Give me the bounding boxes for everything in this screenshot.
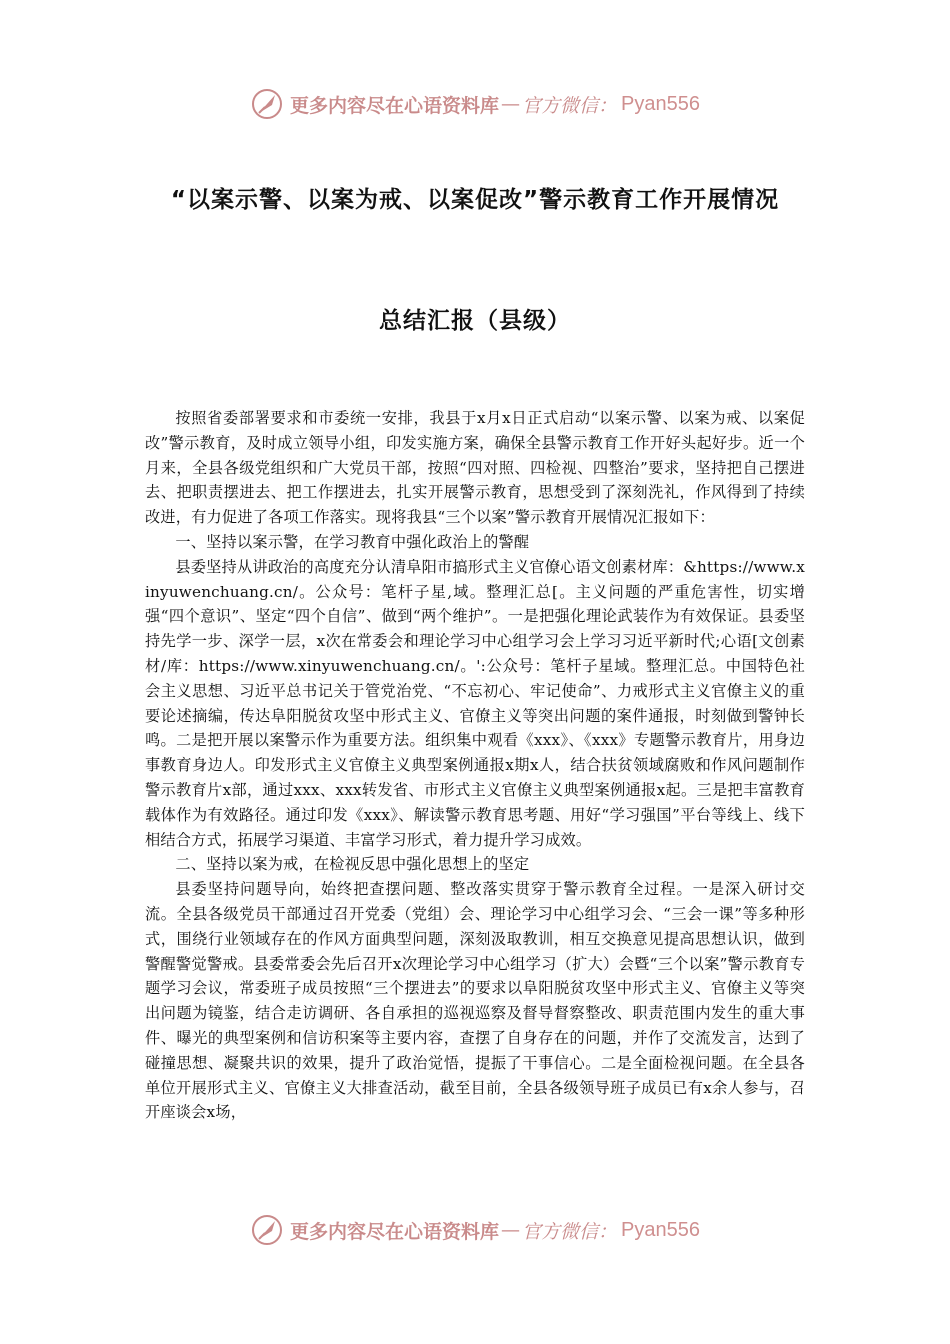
banner-wechat-id: Pyan556 — [621, 1218, 700, 1241]
quill-logo-icon — [250, 1213, 284, 1247]
banner-separator: — — [501, 93, 521, 115]
body-paragraph: 县委坚持从讲政治的高度充分认清阜阳市搞形式主义官僚心语文创素材库：&https://www.xinyuwenchuang.cn/。公众号：笔杆子星,域。整理汇总[。主义问题的严重危害性，切实增强“四个意识”、坚定“四个自信”、做到“两个维护”。一是把强化理论武装作为有效保证。县委坚持先学一步、深学一层，x次在常委会和理论学习中心组学习会上学习习近平新时代;心语[文创素材/库：https://www.xinyuwenchuang.cn/。':公众号：笔杆子星域。整理汇总。中国特色社会主义思想、习近平总书记关于管党治党、“不忘初心、牢记使命”、力戒形式主义官僚主义的重要论述摘编，传达阜阳脱贫攻坚中形式主义、官僚主义等突出问题的案件通报，时刻做到警钟长鸣。二是把开展以案警示作为重要方法。组织集中观看《xxx》、《xxx》专题警示教育片，用身边事教育身边人。印发形式主义官僚主义典型案例通报x期x人，结合扶贫领域腐败和作风问题制作警示教育片x部，通过xxx、xxx转发省、市形式主义官僚主义典型案例通报x起。三是把丰富教育载体作为有效路径。通过印发《xxx》、解读警示教育思考题、用好“学习强国”平台等线上、线下相结合方式，拓展学习渠道、丰富学习形式，着力提升学习成效。 — [145, 557, 805, 849]
document-body — [145, 406, 805, 1125]
banner-wechat-id: Pyan556 — [621, 92, 700, 115]
banner-main-text: 更多内容尽在心语资料库 — [290, 1220, 500, 1243]
body-paragraph: 县委坚持问题导向，始终把查摆问题、整改落实贯穿于警示教育全过程。一是深入研讨交流。全县各级党员干部通过召开党委（党组）会、理论学习中心组学习会、“三会一课”等多种形式，围绕行业领域存在的作风方面典型问题，深刻汲取教训，相互交换意见提高思想认识，做到警醒警觉警戒。县委常委会先后召开x次理论学习中心组学习（扩大）会暨“三个以案”警示教育专题学习会议，常委班子成员按照“三个摆进去”的要求以阜阳脱贫攻坚中形式主义、官僚主义等突出问题为镜鉴，结合走访调研、各自承担的巡视巡察及督导督察整改、职责范围内发生的重大事件、曝光的典型案例和信访积案等主要内容，查摆了自身存在的问题，并作了交流发言，达到了碰撞思想、凝聚共识的效果，提升了政治觉悟，提振了干事信心。二是全面检视问题。在全县各单位开展形式主义、官僚主义大排查活动，截至目前，全县各级领导班子成员已有x余人参与，召开座谈会x场， — [145, 880, 805, 1122]
banner-wechat-label: 官方微信： — [522, 94, 618, 117]
section-heading: 一、坚持以案示警，在学习教育中强化政治上的警醒 — [175, 532, 530, 551]
header-watermark-banner — [0, 84, 950, 124]
banner-wechat-label: 官方微信： — [522, 1220, 618, 1243]
document-subtitle: 总结汇报（县级） — [379, 308, 571, 334]
banner-main-text: 更多内容尽在心语资料库 — [290, 94, 500, 117]
quill-logo-icon — [250, 87, 284, 121]
banner-separator: — — [501, 1219, 521, 1241]
body-paragraph: 按照省委部署要求和市委统一安排，我县于x月x日正式启动“以案示警、以案为戒、以案促改”警示教育，及时成立领导小组，印发实施方案，确保全县警示教育工作开好头起好步。近一个月来，全县各级党组织和广大党员干部，按照“四对照、四检视、四整治”要求，坚持把自己摆进去、把职责摆进去、把工作摆进去，扎实开展警示教育，思想受到了深刻洗礼，作风得到了持续改进，有力促进了各项工作落实。现将我县“三个以案”警示教育开展情况汇报如下： — [145, 409, 805, 527]
document-title: “以案示警、以案为戒、以案促改”警示教育工作开展情况 — [170, 187, 780, 213]
section-heading: 二、坚持以案为戒，在检视反思中强化思想上的坚定 — [175, 855, 530, 874]
footer-watermark-banner — [0, 1210, 950, 1250]
